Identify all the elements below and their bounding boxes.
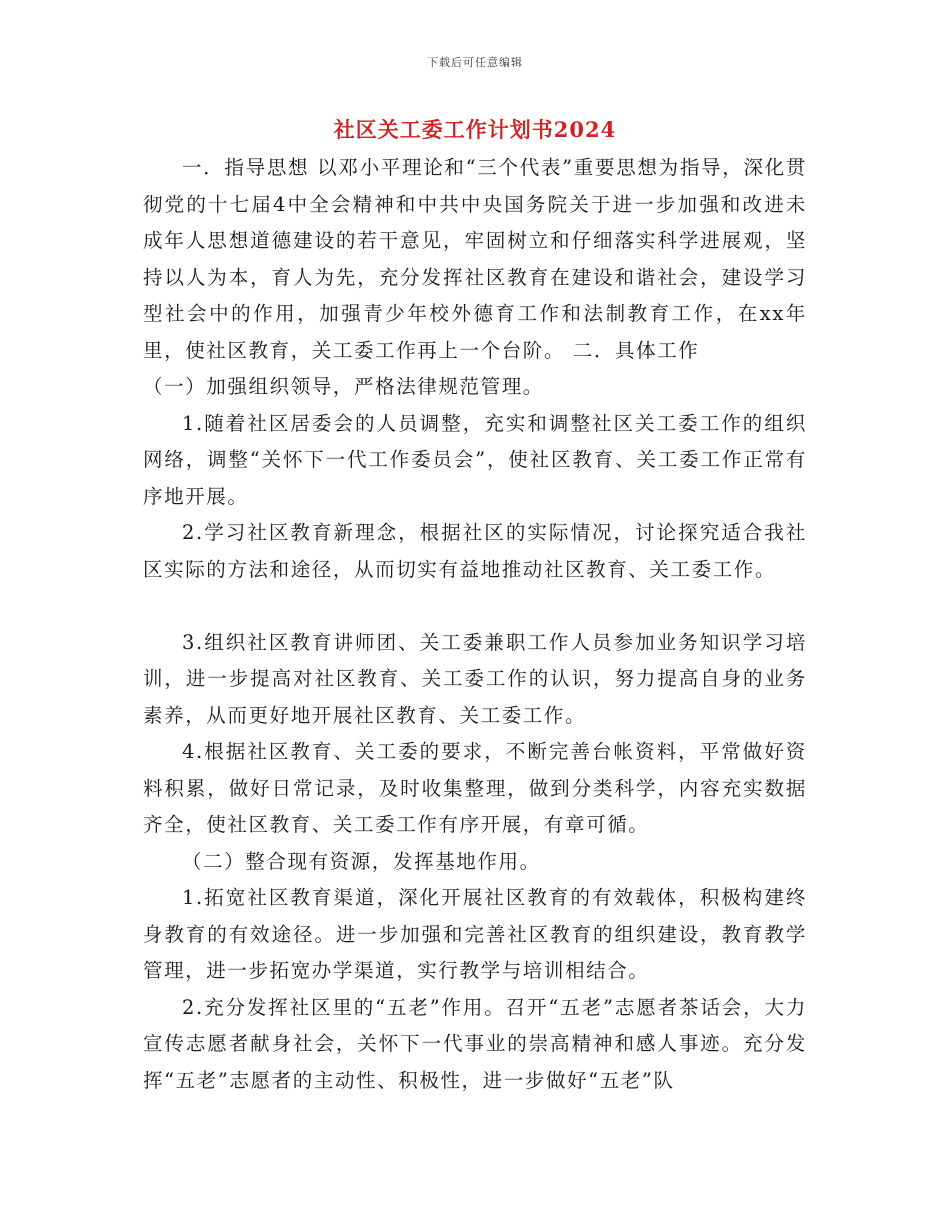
page-header-note: 下载后可任意编辑: [427, 56, 523, 69]
paragraph-item-4: 4.根据社区教育、关工委的要求，不断完善台帐资料，平常做好资料积累，做好日常记录，及时收集整理，做到分类科学，内容充实数据齐全，使社区教育、关工委工作有序开展，有章可循。: [143, 740, 807, 836]
paragraph-item-1: 1.随着社区居委会的人员调整，充实和调整社区关工委工作的组织网络，调整“关怀下一代工作委员会”，使社区教育、关工委工作正常有序地开展。: [143, 411, 807, 508]
paragraph-item-2: 2.学习社区教育新理念，根据社区的实际情况，讨论探究适合我社区实际的方法和途径，从而切实有益地推动社区教育、关工委工作。: [143, 521, 807, 581]
paragraph-guiding-ideology: 一．指导思想 以邓小平理论和“三个代表”重要思想为指导，深化贯彻党的十七届4中全会精神和中共中央国务院关于进一步加强和改进未成年人思想道德建设的若干意见，牢固树立和仔细落实科学进展观，坚持以人为本，育人为先，充分发挥社区教育在建设和谐社会，建设学习型社会中的作用，加强青少年校外德育工作和法制教育工作，在xx年里，使社区教育，关工委工作再上一个台阶。 二．具体工作: [143, 156, 807, 362]
paragraph-resources-item-1: 1.拓宽社区教育渠道，深化开展社区教育的有效载体，积极构建终身教育的有效途径。进一步加强和完善社区教育的组织建设，教育教学管理，进一步拓宽办学渠道，实行教学与培训相结合。: [143, 886, 807, 982]
document-body: [143, 150, 807, 1099]
paragraph-resources-item-2: 2.充分发挥社区里的“五老”作用。召开“五老”志愿者茶话会，大力宣传志愿者献身社会，关怀下一代事业的崇高精神和感人事迹。充分发挥“五老”志愿者的主动性、积极性，进一步做好“五老”队: [143, 995, 807, 1092]
document-title: 社区关工委工作计划书2024: [333, 117, 617, 142]
paragraph-item-3: 3.组织社区教育讲师团、关工委兼职工作人员参加业务知识学习培训，进一步提高对社区教育、关工委工作的认识，努力提高自身的业务素养，从而更好地开展社区教育、关工委工作。: [143, 630, 807, 727]
blank-line: [143, 588, 807, 625]
section-heading-organization: （一）加强组织领导，严格法律规范管理。: [143, 375, 544, 398]
section-heading-resources: （二）整合现有资源，发挥基地作用。: [182, 849, 541, 873]
